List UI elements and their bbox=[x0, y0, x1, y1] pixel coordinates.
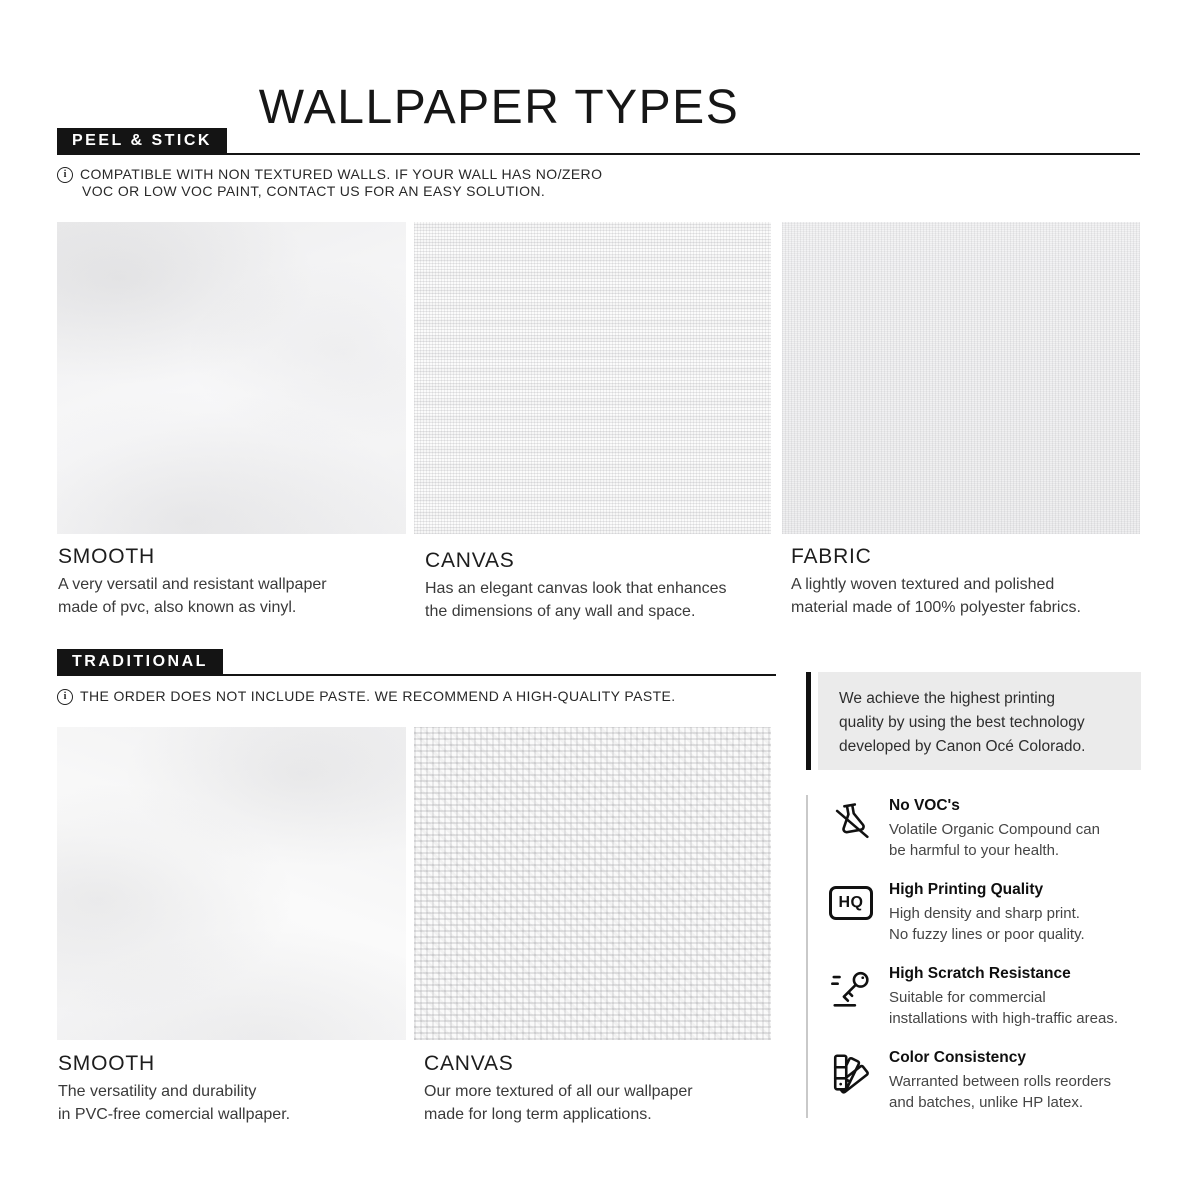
feature-text: Color Consistency Warranted between rolls reorders and batches, unlike HP latex. bbox=[889, 1049, 1112, 1111]
section-header-traditional bbox=[57, 649, 776, 676]
feature-high-printing-quality bbox=[829, 881, 1149, 945]
section-header-peel-and-stick bbox=[57, 128, 1140, 155]
feature-high-scratch-resistance bbox=[829, 965, 1149, 1029]
features-rail bbox=[806, 795, 808, 1118]
scratch-resistance-key-icon bbox=[829, 965, 889, 1029]
swatch-label-canvas: CANVAS bbox=[425, 549, 515, 572]
quote-panel bbox=[818, 672, 1141, 770]
note-traditional bbox=[57, 688, 676, 705]
swatch-peel-stick-fabric bbox=[782, 222, 1140, 534]
feature-no-vocs bbox=[829, 797, 1149, 861]
note-peel-and-stick bbox=[57, 166, 602, 200]
swatch-description-fabric: A lightly woven textured and polished material made of 100% polyester fabrics. bbox=[791, 576, 1081, 616]
swatch-traditional-canvas bbox=[414, 727, 771, 1040]
swatch-description-canvas-traditional: Our more textured of all our wallpaper made for long term applications. bbox=[424, 1083, 693, 1123]
hq-badge-icon: HQ bbox=[829, 881, 889, 945]
swatch-description-smooth: A very versatil and resistant wallpaper made of pvc, also known as vinyl. bbox=[58, 576, 327, 616]
note-text: THE ORDER DOES NOT INCLUDE PASTE. WE RECOMMEND A HIGH-QUALITY PASTE. bbox=[80, 688, 676, 704]
no-voc-flask-icon bbox=[829, 797, 889, 861]
quote-text: We achieve the highest printing quality by using the best technology developed by Canon Océ Colorado. bbox=[839, 690, 1086, 755]
info-icon: i bbox=[57, 689, 73, 705]
feature-text: High Scratch Resistance Suitable for commercial installations with high-traffic areas. bbox=[889, 965, 1118, 1027]
feature-text: High Printing Quality High density and sharp print. No fuzzy lines or poor quality. bbox=[889, 881, 1085, 943]
swatch-peel-stick-canvas bbox=[414, 222, 771, 534]
page-title: WALLPAPER TYPES bbox=[258, 81, 740, 135]
feature-color-consistency bbox=[829, 1049, 1149, 1113]
quote-accent-bar bbox=[806, 672, 811, 770]
swatch-label-smooth-traditional: SMOOTH bbox=[58, 1052, 155, 1075]
swatch-traditional-smooth bbox=[57, 727, 406, 1040]
section-label-peel-and-stick: PEEL & STICK bbox=[57, 128, 227, 155]
feature-text: No VOC's Volatile Organic Compound can be harmful to your health. bbox=[889, 797, 1100, 859]
swatch-label-fabric: FABRIC bbox=[791, 545, 872, 568]
note-text: COMPATIBLE WITH NON TEXTURED WALLS. IF YOUR WALL HAS NO/ZERO VOC OR LOW VOC PAINT, CONTACT US FOR AN EASY SOLUTION. bbox=[80, 166, 603, 199]
swatch-label-canvas-traditional: CANVAS bbox=[424, 1052, 514, 1075]
color-swatch-fan-icon bbox=[829, 1049, 889, 1113]
swatch-label-smooth: SMOOTH bbox=[58, 545, 155, 568]
section-label-traditional: TRADITIONAL bbox=[57, 649, 223, 676]
info-icon: i bbox=[57, 167, 73, 183]
swatch-description-smooth-traditional: The versatility and durability in PVC-free comercial wallpaper. bbox=[58, 1083, 291, 1123]
swatch-description-canvas: Has an elegant canvas look that enhances the dimensions of any wall and space. bbox=[425, 580, 727, 620]
swatch-peel-stick-smooth bbox=[57, 222, 406, 534]
